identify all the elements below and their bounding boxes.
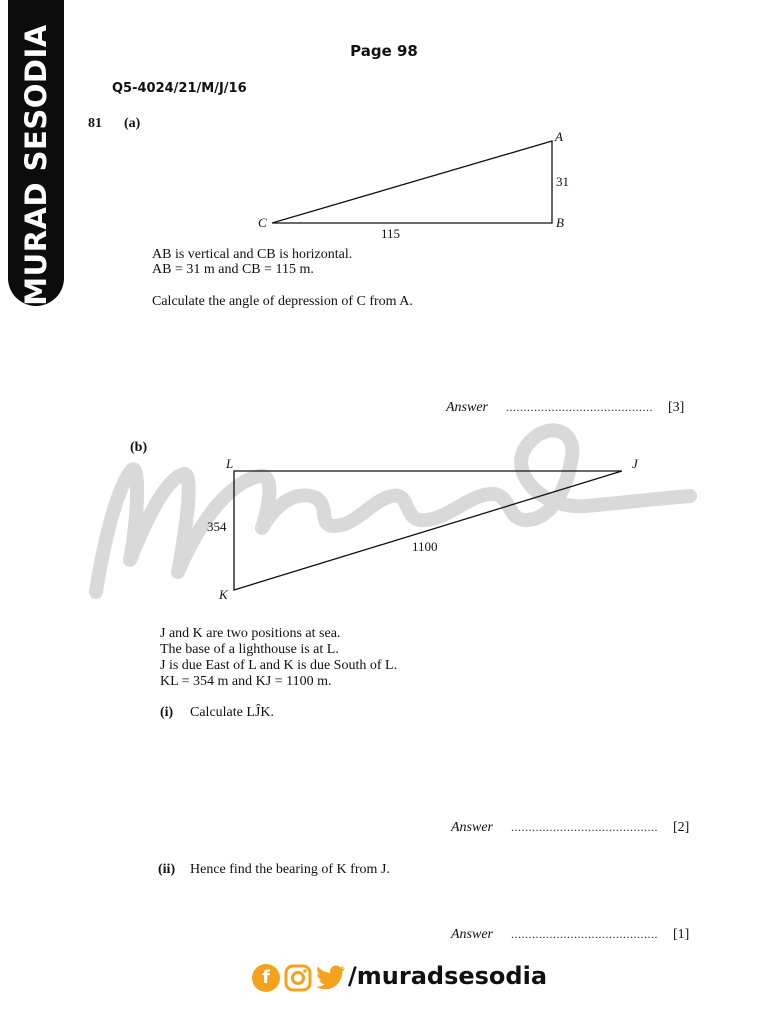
vertex-b-label: B bbox=[556, 215, 564, 230]
vertex-j-label: J bbox=[632, 456, 638, 471]
marks: [2] bbox=[673, 820, 690, 835]
part-b-text-line: J and K are two positions at sea. bbox=[160, 626, 341, 641]
marks: [1] bbox=[673, 927, 690, 942]
twitter-icon[interactable] bbox=[316, 965, 346, 991]
sub-i-label: (i) bbox=[160, 705, 174, 720]
vertex-a-label: A bbox=[555, 129, 563, 144]
part-a-label: (a) bbox=[124, 116, 141, 131]
side-ab-length: 31 bbox=[556, 174, 569, 189]
side-kj-length: 1100 bbox=[412, 539, 438, 554]
question-number: 81 bbox=[88, 116, 102, 131]
part-b-text-line: J is due East of L and K is due South of L. bbox=[160, 658, 398, 673]
sub-ii-question: Hence find the bearing of K from J. bbox=[190, 862, 390, 877]
sub-ii-label: (ii) bbox=[158, 862, 176, 877]
social-handle[interactable]: /muradsesodia bbox=[348, 962, 548, 990]
side-cb-length: 115 bbox=[381, 226, 401, 241]
part-b-text-line: KL = 354 m and KJ = 1100 m. bbox=[160, 674, 332, 689]
part-a-text-line: AB = 31 m and CB = 115 m. bbox=[152, 262, 314, 277]
side-tab-text: MURAD SESODIA bbox=[19, 24, 53, 306]
sub-i-question: Calculate LĴK. bbox=[190, 705, 274, 720]
page-title: Page 98 bbox=[350, 42, 418, 60]
facebook-icon[interactable]: f bbox=[252, 964, 280, 992]
vertex-l-label: L bbox=[226, 456, 234, 471]
answer-label: Answer bbox=[451, 927, 493, 942]
part-a-text-line: AB is vertical and CB is horizontal. bbox=[152, 247, 353, 262]
answer-label: Answer bbox=[446, 400, 488, 415]
part-a-question: Calculate the angle of depression of C from A. bbox=[152, 294, 413, 309]
answer-line[interactable]: .......................................... bbox=[511, 927, 658, 941]
answer-line[interactable]: .......................................... bbox=[511, 820, 658, 834]
vertex-c-label: C bbox=[258, 215, 267, 230]
answer-line[interactable]: .......................................... bbox=[506, 400, 653, 414]
answer-label: Answer bbox=[451, 820, 493, 835]
question-code: Q5-4024/21/M/J/16 bbox=[112, 81, 247, 96]
marks: [3] bbox=[668, 400, 685, 415]
instagram-icon[interactable] bbox=[284, 964, 312, 992]
side-kl-length: 354 bbox=[207, 519, 227, 534]
part-b-label: (b) bbox=[130, 440, 148, 455]
vertex-k-label: K bbox=[219, 587, 228, 602]
part-b-text-line: The base of a lighthouse is at L. bbox=[160, 642, 339, 657]
